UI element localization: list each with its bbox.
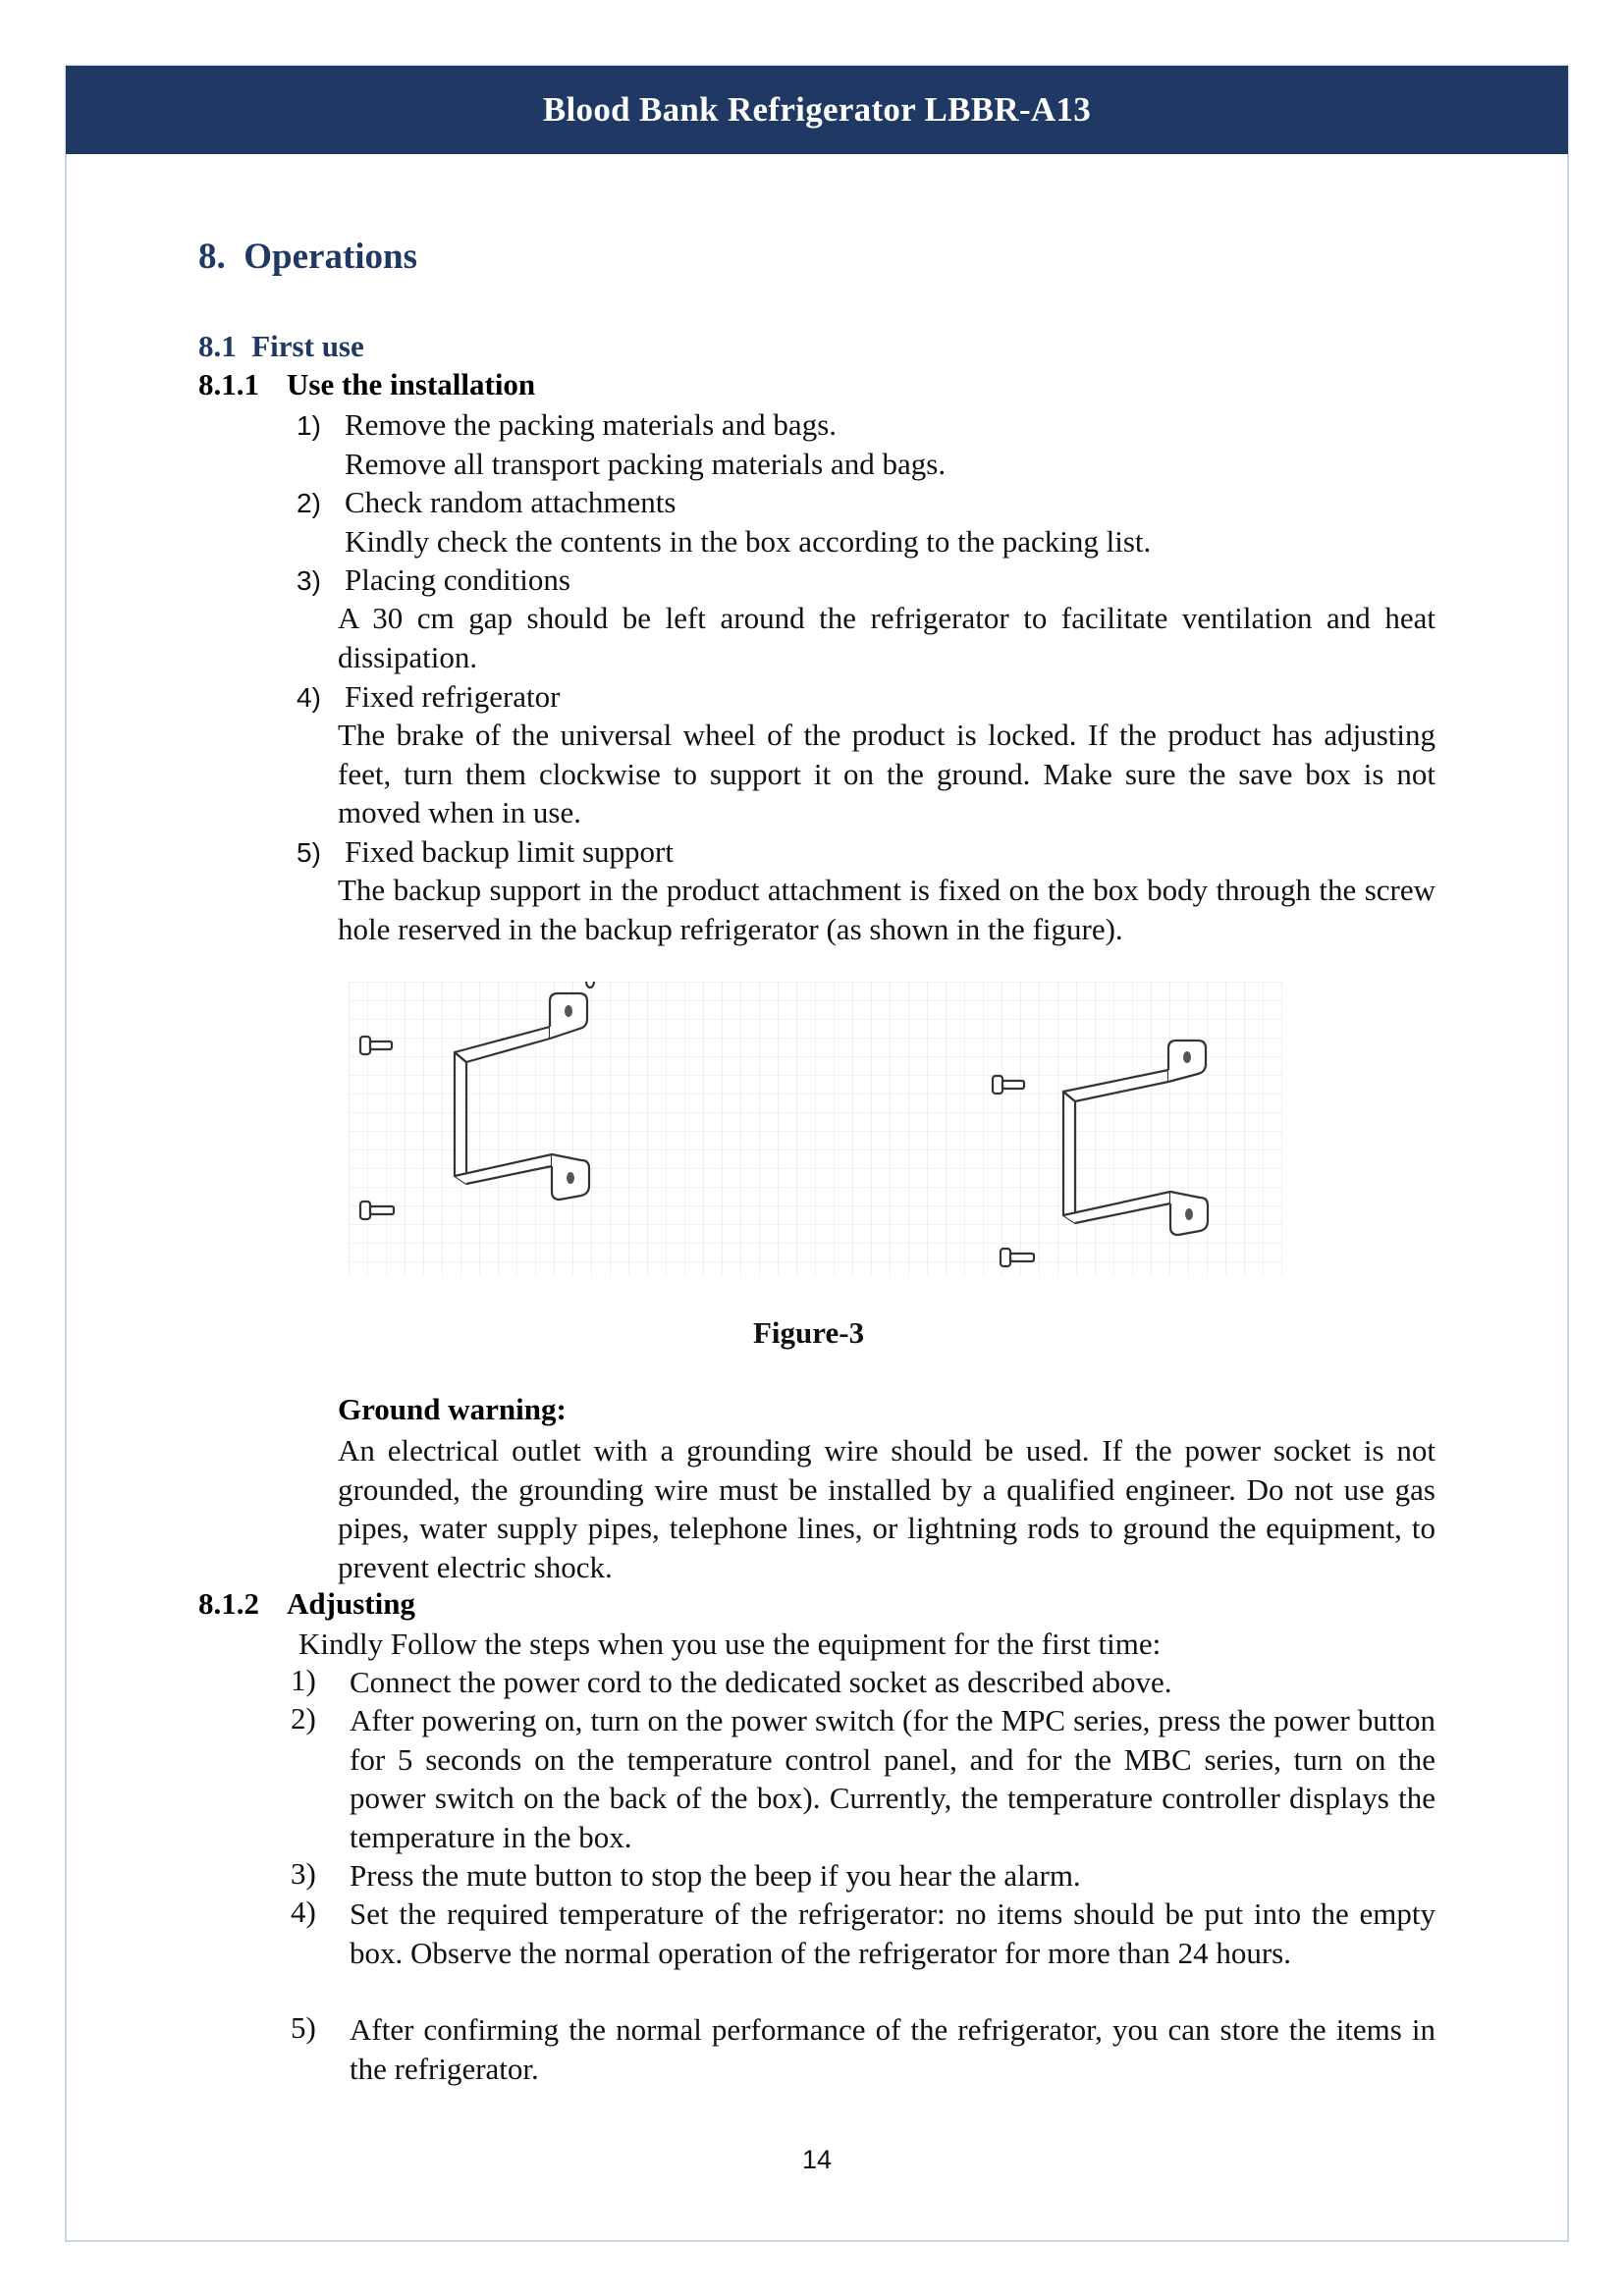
adjust-step-text: After powering on, turn on the power switch (for the MPC series, press the power button for 5 seconds on the temperature control panel, and for the MBC series, turn on the power switch on the back of the box). Currently, the temperature controller displays the temperature in the box. (350, 1703, 1435, 1854)
section-title: Operations (244, 237, 418, 277)
install-item-title: Fixed backup limit support (345, 834, 674, 869)
adjust-step-number: 3) (291, 1856, 316, 1891)
install-item-title: Fixed refrigerator (345, 679, 561, 714)
document-header: Blood Bank Refrigerator LBBR-A13 (66, 66, 1568, 154)
install-item-number: 3) (297, 565, 321, 596)
page-number: 14 (802, 2145, 833, 2174)
install-item-number: 1) (297, 410, 321, 441)
install-item-body: The brake of the universal wheel of the product is locked. If the product has adjusting feet, turn them clockwise to support it on the ground. Make sure the save box is not moved when in use. (338, 718, 1435, 829)
section-heading (198, 236, 417, 278)
adjusting-intro: Kindly Follow the steps when you use the equipment for the first time: (298, 1627, 1162, 1661)
adjusting-title: Adjusting (287, 1586, 415, 1621)
adjust-step-text: Set the required temperature of the refrigerator: no items should be put into the empty box. Observe the normal operation of the refrigerator for more than 24 hours. (350, 1896, 1435, 1970)
adjust-step-text: Press the mute button to stop the beep if you hear the alarm. (350, 1858, 1081, 1893)
subsection-heading (198, 329, 364, 364)
install-item-title: Check random attachments (345, 485, 677, 519)
install-item-body: Kindly check the contents in the box according to the packing list. (345, 524, 1152, 559)
install-item-body: Remove all transport packing materials and bags. (345, 447, 947, 481)
install-item-title: Remove the packing materials and bags. (345, 407, 838, 442)
install-item-body: A 30 cm gap should be left around the refrigerator to facilitate ventilation and heat dissipation. (338, 601, 1435, 674)
install-item-number: 2) (297, 488, 321, 518)
install-item-number: 4) (297, 682, 321, 713)
adjusting-heading (198, 1586, 415, 1622)
adjust-step-text: After confirming the normal performance of the refrigerator, you can store the items in the refrigerator. (350, 2012, 1435, 2086)
install-item-title: Placing conditions (345, 562, 570, 597)
bracket-figure (349, 982, 1283, 1276)
subsection-number: 8.1 (198, 329, 237, 363)
section-number: 8. (198, 237, 226, 277)
installation-title: Use the installation (287, 367, 536, 401)
install-item-number: 5) (297, 837, 321, 868)
install-item-body: The backup support in the product attachment is fixed on the box body through the screw hole reserved in the backup refrigerator (as shown in the figure). (338, 873, 1435, 946)
warning-title: Ground warning: (338, 1392, 567, 1426)
adjust-step-text: Connect the power cord to the dedicated socket as described above. (350, 1665, 1172, 1699)
adjust-step-number: 5) (291, 2010, 316, 2045)
bracket-illustration (349, 982, 1283, 1276)
installation-number: 8.1.1 (198, 367, 259, 401)
figure-caption: Figure-3 (753, 1315, 865, 1350)
subsection-title: First use (251, 329, 364, 363)
adjust-step-number: 4) (291, 1895, 316, 1929)
installation-heading (198, 367, 535, 402)
warning-body: An electrical outlet with a grounding wire should be used. If the power socket is not grounded, the grounding wire must be installed by a qualified engineer. Do not use gas pipes, water supply pipes, telephone lines, or lightning rods to ground the equipment, to prevent electric shock. (338, 1433, 1435, 1584)
adjust-step-number: 2) (291, 1701, 316, 1735)
adjust-step-number: 1) (291, 1663, 316, 1697)
adjusting-number: 8.1.2 (198, 1586, 259, 1621)
